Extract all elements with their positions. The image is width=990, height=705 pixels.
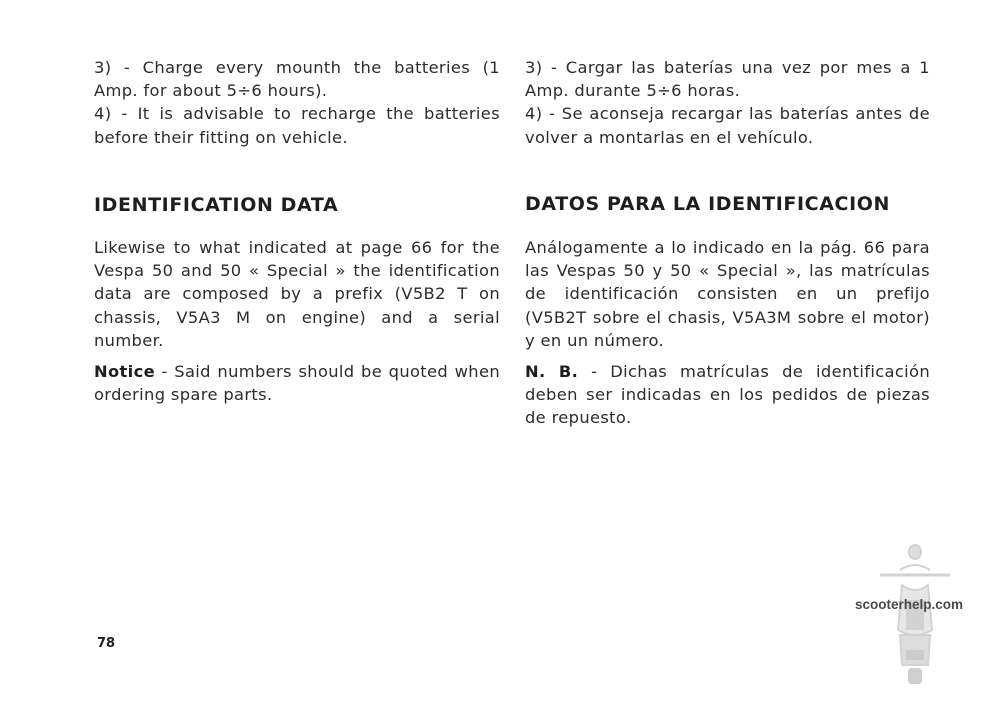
identification-heading-es: DATOS PARA LA IDENTIFICACION — [525, 193, 890, 215]
notice-label-en: Notice — [94, 362, 155, 382]
notice-label-es: N. B. — [525, 362, 579, 382]
battery-step-3-es: 3) - Cargar las baterías una vez por mes a 1 Amp. durante 5÷6 horas. — [525, 58, 930, 101]
scooter-watermark-icon — [870, 540, 970, 690]
battery-step-4-es: 4) - Se aconseja recargar las baterías antes de volver a montarlas en el vehículo. — [525, 104, 930, 147]
identification-section-es — [525, 236, 930, 430]
identification-heading-en: IDENTIFICATION DATA — [94, 194, 339, 216]
battery-instructions-es — [525, 56, 930, 149]
battery-instructions-en — [94, 56, 500, 149]
notice-paragraph-es — [525, 360, 930, 430]
watermark-text: scooterhelp.com — [855, 597, 964, 612]
battery-step-3-en: 3) - Charge every mounth the batteries (1 Amp. for about 5÷6 hours). — [94, 58, 500, 101]
identification-body-es: Análogamente a lo indicado en la pág. 66 para las Vespas 50 y 50 « Special », las matrículas de identificación consisten en un prefijo (V5B2T sobre el chasis, V5A3M sobre el motor) y en un número. — [525, 238, 930, 350]
notice-text-es: - Dichas matrículas de identificación deben ser indicadas en los pedidos de piezas de repuesto. — [525, 362, 930, 428]
notice-paragraph-en — [94, 360, 500, 406]
page-number: 78 — [97, 636, 116, 651]
notice-text-en: - Said numbers should be quoted when ordering spare parts. — [94, 362, 500, 405]
identification-section-en — [94, 236, 500, 406]
identification-body-en: Likewise to what indicated at page 66 for the Vespa 50 and 50 « Special » the identification data are composed by a prefix (V5B2 T on chassis, V5A3 M on engine) and a serial number. — [94, 238, 500, 350]
battery-step-4-en: 4) - It is advisable to recharge the batteries before their fitting on vehicle. — [94, 104, 500, 147]
